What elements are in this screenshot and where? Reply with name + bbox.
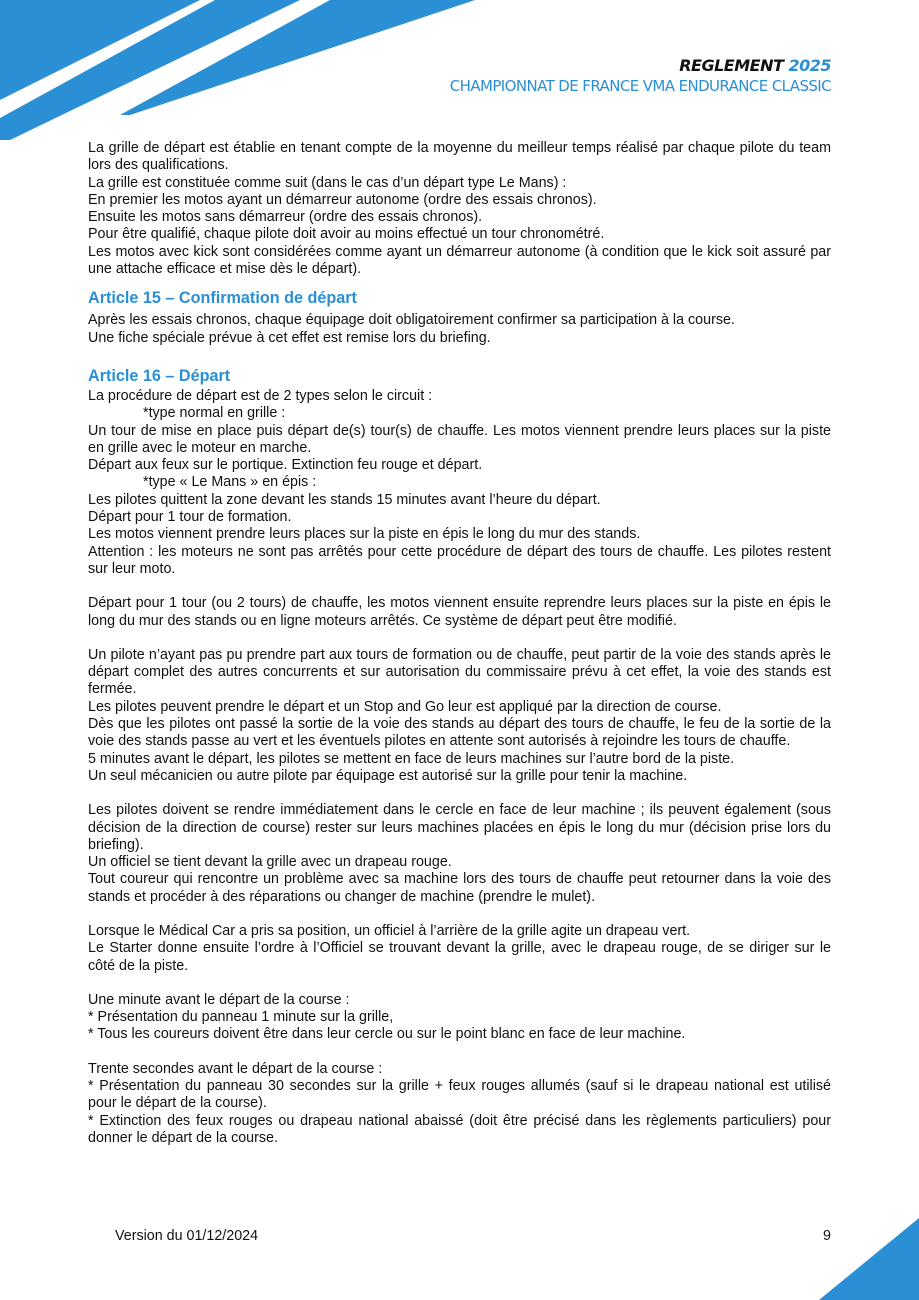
pit-lane-paragraph: Dès que les pilotes ont passé la sortie de la voie des stands au départ des tours de chauffe, le feu de la sortie de la voie des stands passe au vert et les éventuels pilotes en attente sont autorisés à rejoindre les tours de chauffe. bbox=[88, 716, 831, 750]
page-header bbox=[450, 56, 831, 96]
start-type-le-mans-line: Les motos viennent prendre leurs places sur la piste en épis le long du mur des stands. bbox=[88, 526, 641, 543]
document-title bbox=[450, 56, 831, 76]
corner-decoration-bottom-right bbox=[819, 1218, 919, 1300]
title-text: REGLEMENT bbox=[679, 56, 784, 75]
intro-paragraph: Les motos avec kick sont considérées comme ayant un démarreur autonome (à condition que le kick soit assuré par une attache efficace et mise dès le départ). bbox=[88, 243, 831, 278]
start-type-normal-line: Départ aux feux sur le portique. Extinction feu rouge et départ. bbox=[88, 457, 483, 474]
article-16-intro: La procédure de départ est de 2 types selon le circuit : bbox=[88, 387, 433, 404]
medical-car-line: Lorsque le Médical Car a pris sa position, un officiel à l’arrière de la grille agite un drapeau vert. bbox=[88, 922, 691, 939]
intro-line: En premier les motos ayant un démarreur autonome (ordre des essais chronos). bbox=[88, 191, 597, 208]
pit-lane-line: Les pilotes peuvent prendre le départ et un Stop and Go leur est appliqué par la direction de course. bbox=[88, 698, 722, 715]
corner-decoration-top-left bbox=[0, 0, 480, 140]
article-15-line: Une fiche spéciale prévue à cet effet est remise lors du briefing. bbox=[88, 329, 491, 346]
intro-paragraph: La grille de départ est établie en tenant compte de la moyenne du meilleur temps réalisé par chaque pilote du team lors des qualifications. bbox=[88, 140, 831, 174]
start-type-normal-line: Un tour de mise en place puis départ de(s) tour(s) de chauffe. Les motos viennent prendre leurs places sur la piste en grille avec le moteur en marche. bbox=[88, 422, 831, 456]
version-date: Version du 01/12/2024 bbox=[115, 1228, 259, 1244]
start-type-le-mans-label: *type « Le Mans » en épis : bbox=[143, 474, 317, 491]
start-type-le-mans-line: Les pilotes quittent la zone devant les stands 15 minutes avant l’heure du départ. bbox=[88, 491, 601, 508]
intro-line: Pour être qualifié, chaque pilote doit avoir au moins effectué un tour chronométré. bbox=[88, 226, 605, 243]
grid-paragraph: Les pilotes doivent se rendre immédiatement dans le cercle en face de leur machine ; ils peuvent également (sous décision de la direction de course) rester sur leurs machines placées en épis le long du mur (décision prise lors du briefing). bbox=[88, 802, 831, 853]
start-type-le-mans-line: Attention : les moteurs ne sont pas arrêtés pour cette procédure de départ des tours de chauffe. Les pilotes restent sur leur moto. bbox=[88, 543, 831, 577]
championship-subtitle: CHAMPIONNAT DE FRANCE VMA ENDURANCE CLASSIC bbox=[449, 77, 831, 95]
starter-paragraph: Le Starter donne ensuite l’ordre à l’Officiel se trouvant devant la grille, avec le drapeau rouge, de se diriger sur le côté de la piste. bbox=[88, 940, 831, 974]
intro-line: Ensuite les motos sans démarreur (ordre des essais chronos). bbox=[88, 209, 483, 226]
thirty-seconds-item: * Extinction des feux rouges ou drapeau national abaissé (doit être précisé dans les règlements particuliers) pour donner le départ de la course. bbox=[88, 1112, 831, 1146]
thirty-seconds-item: * Présentation du panneau 30 secondes sur la grille + feux rouges allumés (sauf si le drapeau national est utilisé pour le départ de la course). bbox=[88, 1078, 831, 1112]
warmup-paragraph: Départ pour 1 tour (ou 2 tours) de chauffe, les motos viennent ensuite reprendre leurs places sur la piste en épis le long du mur des stands ou en ligne moteurs arrêtés. Ce système de départ peut être modifié. bbox=[88, 595, 831, 629]
pit-lane-line: Un seul mécanicien ou autre pilote par équipage est autorisé sur la grille pour tenir la machine. bbox=[88, 767, 688, 784]
pit-lane-paragraph: Un pilote n’ayant pas pu prendre part aux tours de formation ou de chauffe, peut partir de la voie des stands après le départ complet des autres concurrents et sur autorisation du commissaire prévu à cet effet, la voie des stands est fermée. bbox=[88, 646, 831, 698]
grid-line: Un officiel se tient devant la grille avec un drapeau rouge. bbox=[88, 854, 452, 871]
pit-lane-line: 5 minutes avant le départ, les pilotes se mettent en face de leurs machines sur l’autre bord de la piste. bbox=[88, 750, 735, 767]
one-minute-heading: Une minute avant le départ de la course : bbox=[88, 991, 350, 1008]
article-15-line: Après les essais chronos, chaque équipage doit obligatoirement confirmer sa participation à la course. bbox=[88, 312, 735, 329]
one-minute-item: * Présentation du panneau 1 minute sur la grille, bbox=[88, 1009, 394, 1026]
grid-paragraph: Tout coureur qui rencontre un problème avec sa machine lors des tours de chauffe peut retourner dans la voie des stands et procéder à des réparations ou changer de machine (prendre le mulet). bbox=[88, 871, 831, 905]
title-year: 2025 bbox=[788, 56, 831, 75]
thirty-seconds-heading: Trente secondes avant le départ de la course : bbox=[88, 1060, 383, 1077]
start-type-normal-label: *type normal en grille : bbox=[143, 405, 286, 422]
article-16-heading: Article 16 – Départ bbox=[88, 366, 231, 385]
document-body bbox=[88, 140, 831, 1147]
intro-line: La grille est constituée comme suit (dans le cas d’un départ type Le Mans) : bbox=[88, 174, 567, 191]
article-15-heading: Article 15 – Confirmation de départ bbox=[88, 289, 357, 308]
start-type-le-mans-line: Départ pour 1 tour de formation. bbox=[88, 509, 292, 526]
one-minute-item: * Tous les coureurs doivent être dans leur cercle ou sur le point blanc en face de leur machine. bbox=[88, 1026, 686, 1043]
page-number: 9 bbox=[823, 1228, 831, 1244]
